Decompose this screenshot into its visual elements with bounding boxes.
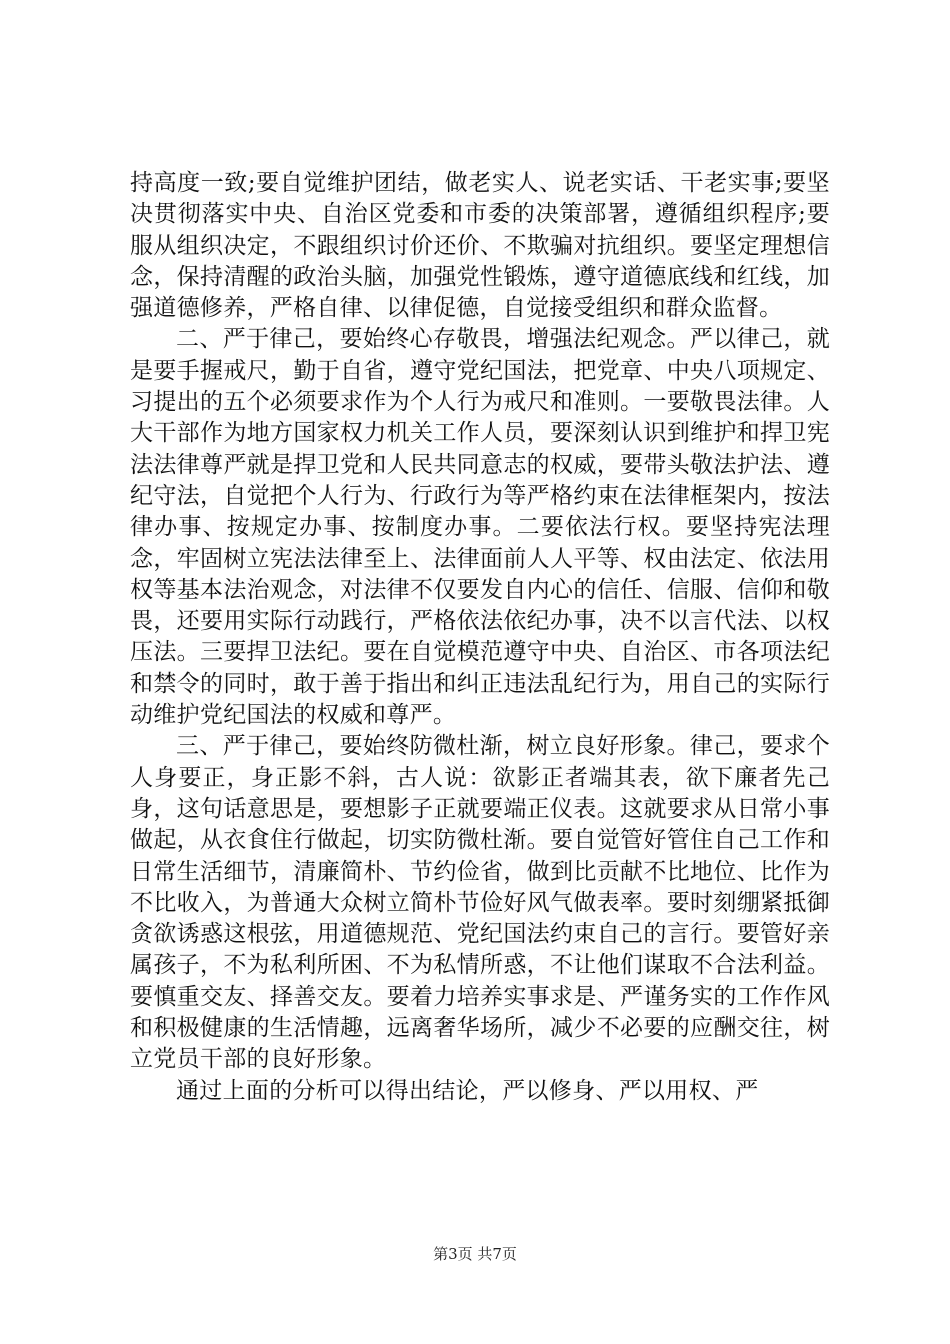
paragraph-3: 三、严于律己，要始终防微杜渐，树立良好形象。律己，要求个人身要正，身正影不斜，古人说：欲影正者端其表，欲下廉者先己身，这句话意思是，要想影子正就要端正仪表。这就要求从日常小事做起，从衣食住行做起，切实防微杜渐。要自觉管好管住自己工作和日常生活细节，清廉简朴、节约俭省，做到比贡献不比地位、比作为不比收入，为普通大众树立简朴节俭好风气做表率。要时刻绷紧抵御贪欲诱惑这根弦，用道德规范、党纪国法约束自己的言行。要管好亲属孩子，不为私利所困、不为私情所惑，不让他们谋取不合法利益。要慎重交友、择善交友。要着力培养实事求是、严谨务实的工作作风和积极健康的生活情趣，远离奢华场所，减少不必要的应酬交往，树立党员干部的良好形象。 <box>130 733 830 1073</box>
paragraph-4: 通过上面的分析可以得出结论，严以修身、严以用权、严 <box>176 1077 759 1104</box>
page-footer <box>0 1243 950 1264</box>
page-number: 第3页 共7页 <box>433 1245 517 1263</box>
paragraph-2: 二、严于律己，要始终心存敬畏，增强法纪观念。严以律己，就是要手握戒尺，勤于自省，遵守党纪国法，把党章、中央八项规定、习提出的五个必须要求作为个人行为戒尺和准则。一要敬畏法律。人大干部作为地方国家权力机关工作人员，要深刻认识到维护和捍卫宪法法律尊严就是捍卫党和人民共同意志的权威，要带头敬法护法、遵纪守法，自觉把个人行为、行政行为等严格约束在法律框架内，按法律办事、按规定办事、按制度办事。二要依法行权。要坚持宪法理念，牢固树立宪法法律至上、法律面前人人平等、权由法定、依法用权等基本法治观念，对法律不仅要发自内心的信任、信服、信仰和敬畏，还要用实际行动践行，严格依法依纪办事，决不以言代法、以权压法。三要捍卫法纪。要在自觉模范遵守中央、自治区、市各项法纪和禁令的同时，敢于善于指出和纠正违法乱纪行为，用自己的实际行动维护党纪国法的权威和尊严。 <box>130 326 830 729</box>
paragraph-1: 持高度一致;要自觉维护团结，做老实人、说老实话、干老实事;要坚决贯彻落实中央、自治区党委和市委的决策部署，遵循组织程序;要服从组织决定，不跟组织讨价还价、不欺骗对抗组织。要坚定理想信念，保持清醒的政治头脑，加强党性锻炼，遵守道德底线和红线，加强道德修养，严格自律、以律促德，自觉接受组织和群众监督。 <box>130 170 830 322</box>
document-body <box>130 168 830 1107</box>
